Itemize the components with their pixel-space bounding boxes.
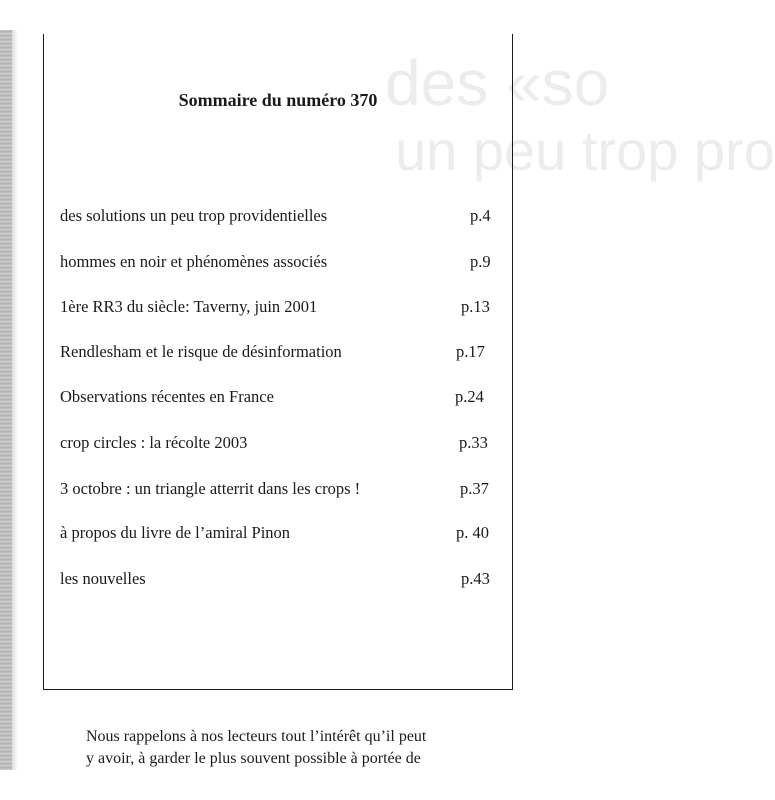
toc-entry-title: des solutions un peu trop providentielles (60, 206, 328, 225)
toc-entry-page: p. 40 (456, 523, 489, 542)
toc-entry-title: les nouvelles (60, 569, 146, 588)
summary-title: Sommaire du numéro 370 (178, 90, 378, 110)
reader-notice-line: Nous rappelons à nos lecteurs tout l’intérêt qu’il peut (86, 728, 427, 745)
toc-entry-page: p.33 (459, 433, 488, 452)
toc-entry-page: p.43 (461, 569, 490, 588)
toc-entry-title: Rendlesham et le risque de désinformation (60, 342, 342, 361)
toc-entry-title: 3 octobre : un triangle atterrit dans les crops ! (60, 479, 361, 498)
bleed-through-text: des «so (385, 47, 610, 119)
reader-notice-line: y avoir, à garder le plus souvent possible à portée de (86, 750, 421, 767)
toc-entry-page: p.9 (470, 252, 491, 271)
toc-entry-page: p.37 (460, 479, 489, 498)
toc-entry-title: Observations récentes en France (60, 387, 274, 406)
toc-entry-title: hommes en noir et phénomènes associés (60, 252, 328, 271)
bleed-through-text: un peu trop pro (395, 119, 775, 182)
toc-entry-page: p.13 (461, 297, 490, 316)
toc-entry-title: crop circles : la récolte 2003 (60, 433, 248, 452)
toc-entry-page: p.24 (455, 387, 484, 406)
toc-entry-page: p.4 (470, 206, 491, 225)
reader-notice-paragraph (86, 726, 516, 770)
toc-entry-title: à propos du livre de l’amiral Pinon (60, 523, 291, 542)
toc-entry-title: 1ère RR3 du siècle: Taverny, juin 2001 (60, 297, 318, 316)
toc-entry-page: p.17 (456, 342, 485, 361)
